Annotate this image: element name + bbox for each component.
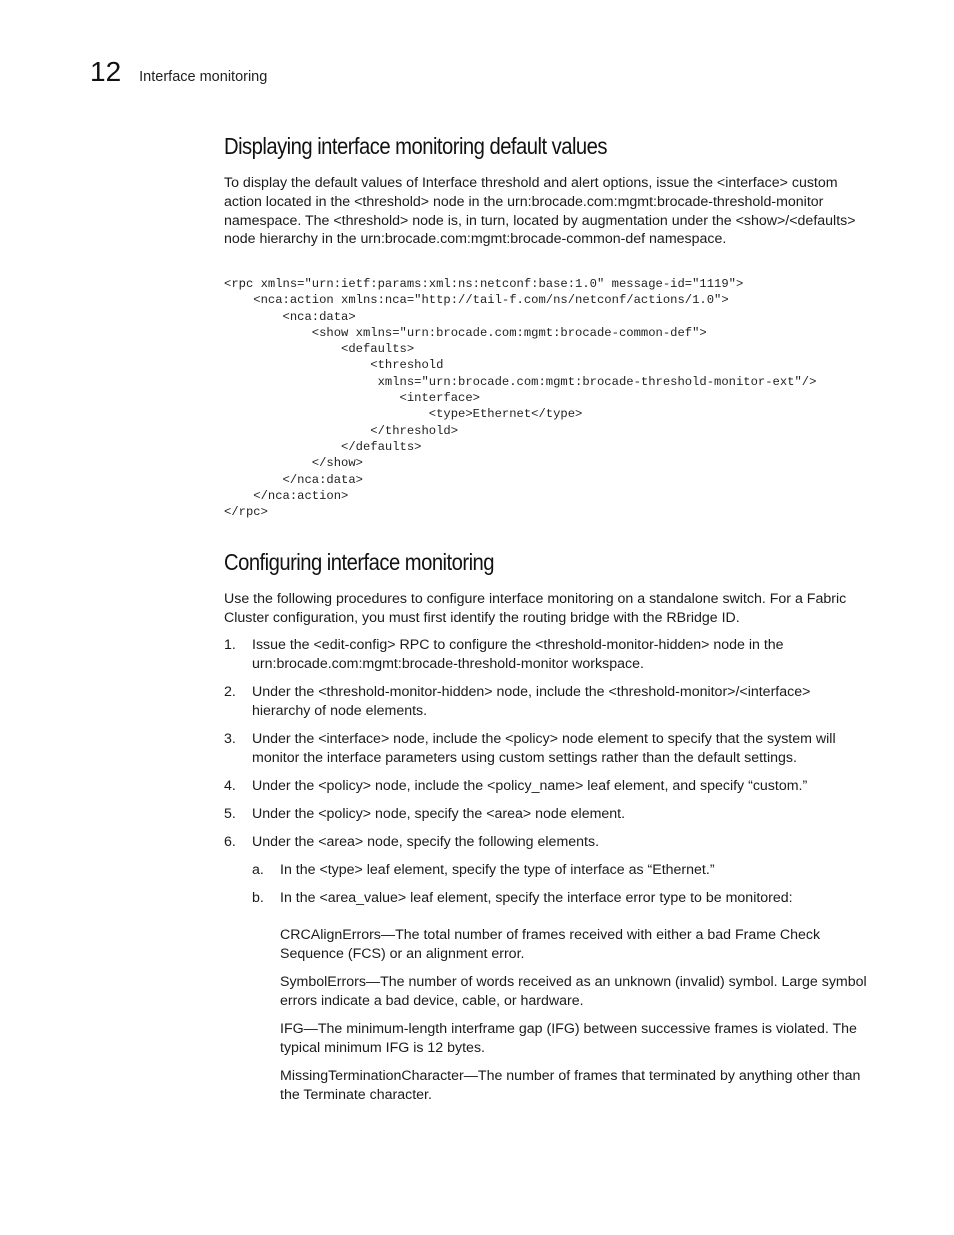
step-text: Under the <policy> node, include the <policy_name> leaf element, and specify “custom.” <box>252 778 808 794</box>
chapter-number: 12 <box>90 56 122 87</box>
substep-letter: b. <box>252 890 264 906</box>
step-text: Under the <policy> node, specify the <area> node element. <box>252 806 626 822</box>
step-number: 1. <box>224 637 236 653</box>
section-heading-defaults: Displaying interface monitoring default values <box>224 133 607 159</box>
step-text: Under the <threshold-monitor-hidden> node, include the <threshold-monitor>/<interface> hierarchy of node elements. <box>252 684 811 719</box>
step-text: Issue the <edit-config> RPC to configure the <threshold-monitor-hidden> node in the urn:brocade.com:mgmt:brocade-threshold-monitor workspace. <box>252 637 784 672</box>
step-number: 4. <box>224 778 236 794</box>
section-defaults-intro: To display the default values of Interface threshold and alert options, issue the <interface> custom action located in the <threshold> node in the urn:brocade.com:mgmt:brocade-threshold-monitor namespace. The <threshold> node is, in turn, located by augmentation under the <show>/<defaults> node hierarchy in the urn:brocade.com:mgmt:brocade-common-def namespace. <box>224 175 856 248</box>
section-configuring-intro: Use the following procedures to configure interface monitoring on a standalone switch. For a Fabric Cluster configuration, you must first identify the routing bridge with the RBridge ID. <box>224 591 847 626</box>
substep-letter: a. <box>252 862 264 878</box>
chapter-title: Interface monitoring <box>139 69 268 85</box>
definition-missing-termination-character: MissingTerminationCharacter—The number of frames that terminated by anything other than the Terminate character. <box>280 1068 861 1103</box>
substep-text: In the <type> leaf element, specify the type of interface as “Ethernet.” <box>280 862 715 878</box>
definition-crc-align-errors: CRCAlignErrors—The total number of frames received with either a bad Frame Check Sequence (FCS) or an alignment error. <box>280 927 821 962</box>
page-header <box>90 56 267 88</box>
step-number: 5. <box>224 806 236 822</box>
substep-text: In the <area_value> leaf element, specify the interface error type to be monitored: <box>280 890 793 906</box>
rpc-code-sample: <rpc xmlns="urn:ietf:params:xml:ns:netconf:base:1.0" message-id="1119"> <nca:action xmlns:nca="http://tail-f.com/ns/netconf/actions/1.0"> <nca:data> <show xmlns="urn:brocade.com:mgmt:brocade-common-def"> <defaults> <threshold xmlns="urn:brocade.com:mgmt:brocade-threshold-monitor-ext"/> <interface> <type>Ethernet</type> </threshold> </defaults> </show> </nca:data> </nca:action> </rpc> <box>224 277 817 520</box>
step-text: Under the <area> node, specify the following elements. <box>252 834 600 850</box>
definition-symbol-errors: SymbolErrors—The number of words received as an unknown (invalid) symbol. Large symbol errors indicate a bad device, cable, or hardware. <box>280 974 867 1009</box>
step-number: 2. <box>224 684 236 700</box>
step-number: 3. <box>224 731 236 747</box>
step-text: Under the <interface> node, include the <policy> node element to specify that the system will monitor the interface parameters using custom settings rather than the default settings. <box>252 731 836 766</box>
step-number: 6. <box>224 834 236 850</box>
section-heading-configuring: Configuring interface monitoring <box>224 549 494 575</box>
definition-ifg: IFG—The minimum-length interframe gap (IFG) between successive frames is violated. The typical minimum IFG is 12 bytes. <box>280 1021 857 1056</box>
